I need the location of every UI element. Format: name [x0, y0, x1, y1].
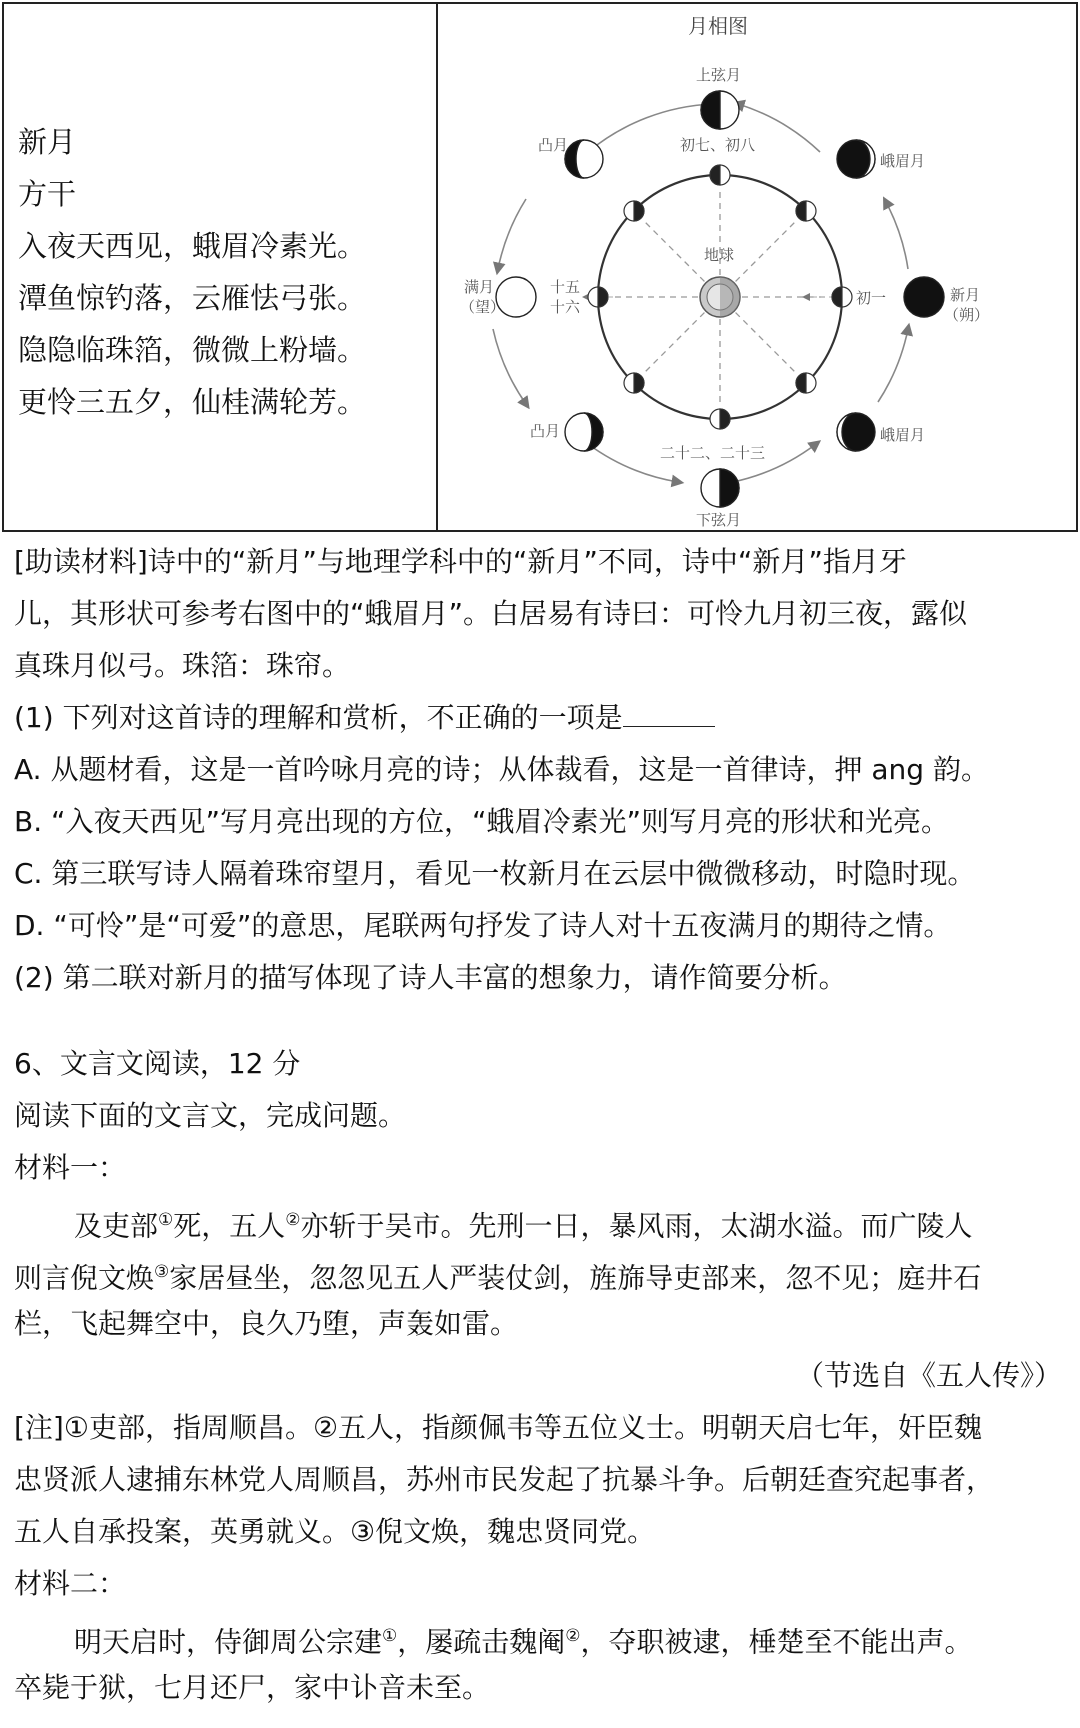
label-new-moon: 新月 [950, 286, 981, 304]
poem-line-1: 入夜天西见，蛾眉冷素光。 [18, 229, 367, 263]
material-1-line-2 [14, 1246, 1070, 1298]
section-gap [14, 1004, 1070, 1038]
note-marker-3: ③ [154, 1262, 170, 1282]
helper-line-2: 儿，其形状可参考右图中的“蛾眉月”。白居易有诗曰：可怜九月初三夜，露似 [14, 597, 968, 630]
label-full-moon: 满月 [464, 278, 495, 296]
section-6-instruction: 阅读下面的文言文，完成问题。 [14, 1099, 407, 1132]
label-day22-23: 二十二、二十三 [660, 444, 766, 462]
diagram-title: 月相图 [688, 14, 748, 38]
material-1-line-3: 栏，飞起舞空中，良久乃堕，声轰如雷。 [14, 1307, 519, 1340]
helper-line-3: 真珠月似弓。珠箔：珠帘。 [14, 649, 351, 682]
poem-title: 新月 [18, 125, 77, 159]
label-last-quarter: 下弦月 [696, 511, 742, 529]
poem-author: 方干 [18, 177, 77, 211]
label-new-moon-shuo: （朔） [944, 306, 990, 324]
material-1-line-1 [14, 1194, 1070, 1246]
note-line-1: [注]①吏部，指周顺昌。②五人，指颜佩韦等五位义士。明朝天启七年，奸臣魏 [14, 1411, 983, 1444]
helper-line-1: [助读材料]诗中的“新月”与地理学科中的“新月”不同，诗中“新月”指月牙 [14, 545, 907, 578]
label-day1: 初一 [856, 289, 887, 307]
m1-text-d: 则言倪文焕 [14, 1261, 155, 1295]
source-citation: （节选自《五人传》） [795, 1359, 1062, 1392]
label-full-moon-wang: （望） [460, 298, 506, 316]
poem-line-2: 潭鱼惊钓落，云雁怯弓张。 [18, 281, 367, 315]
label-crescent-bottom: 峨眉月 [880, 426, 926, 444]
poem-line-4: 更怜三五夕，仙桂满轮芳。 [18, 385, 367, 419]
poem-table [2, 2, 1078, 532]
note-marker-2: ② [285, 1210, 301, 1230]
label-earth: 地球 [704, 246, 735, 264]
material-2-line-1 [14, 1610, 1070, 1662]
note-line-2: 忠贤派人逮捕东林党人周顺昌，苏州市民发起了抗暴斗争。后朝廷查究起事者， [14, 1463, 995, 1496]
answer-blank[interactable] [623, 700, 715, 727]
question-1-text: (1) 下列对这首诗的理解和赏析，不正确的一项是 [14, 701, 623, 734]
option-d: D. “可怜”是“可爱”的意思，尾联两句抒发了诗人对十五夜满月的期待之情。 [14, 909, 952, 942]
m1-text-c: 亦斩于吴市。先刑一日，暴风雨，太湖水溢。而广陵人 [300, 1209, 973, 1243]
option-c: C. 第三联写诗人隔着珠帘望月，看见一枚新月在云层中微微移动，时隐时现。 [14, 857, 976, 890]
label-gibbous-bottom: 凸月 [530, 422, 561, 440]
m1-text-a: 及吏部 [74, 1209, 159, 1243]
m2-text-a: 明天启时，侍御周公宗建 [74, 1625, 383, 1659]
note-marker-2b: ② [565, 1626, 581, 1646]
poem-block [18, 116, 428, 428]
m1-text-b: 死，五人 [173, 1209, 286, 1243]
question-body [14, 536, 1070, 1714]
m2-text-c: ，夺职被逮，棰楚至不能出声。 [580, 1625, 973, 1659]
option-a: A. 从题材看，这是一首吟咏月亮的诗；从体裁看，这是一首律诗，押 ang 韵。 [14, 753, 989, 786]
note-marker-1b: ① [382, 1626, 398, 1646]
moon-phase-diagram [438, 4, 1078, 530]
material-2-line-2: 卒毙于狱，七月还尸，家中讣音未至。 [14, 1671, 491, 1704]
question-2: (2) 第二联对新月的描写体现了诗人丰富的想象力，请作简要分析。 [14, 961, 847, 994]
material-1-label: 材料一： [14, 1151, 127, 1184]
label-day15: 十五 [550, 278, 581, 296]
label-crescent-top: 峨眉月 [880, 152, 926, 170]
m1-text-e: 家居昼坐，忽忽见五人严装仗剑，旌旆导吏部来，忽不见；庭井石 [169, 1261, 982, 1295]
question-1 [14, 692, 1070, 744]
note-line-3: 五人自承投案，英勇就义。③倪文焕，魏忠贤同党。 [14, 1515, 656, 1548]
m2-text-b: ，屡疏击魏阉 [397, 1625, 566, 1659]
label-gibbous-top: 凸月 [538, 136, 569, 154]
label-day16: 十六 [550, 298, 581, 316]
label-day7-8: 初七、初八 [680, 136, 756, 154]
section-6-heading: 6、文言文阅读，12 分 [14, 1047, 301, 1080]
material-2-label: 材料二： [14, 1567, 127, 1600]
poem-line-3: 隐隐临珠箔，微微上粉墙。 [18, 333, 367, 367]
note-marker-1: ① [158, 1210, 174, 1230]
label-first-quarter: 上弦月 [696, 66, 742, 84]
option-b: B. “入夜天西见”写月亮出现的方位，“蛾眉冷素光”则写月亮的形状和光亮。 [14, 805, 950, 838]
